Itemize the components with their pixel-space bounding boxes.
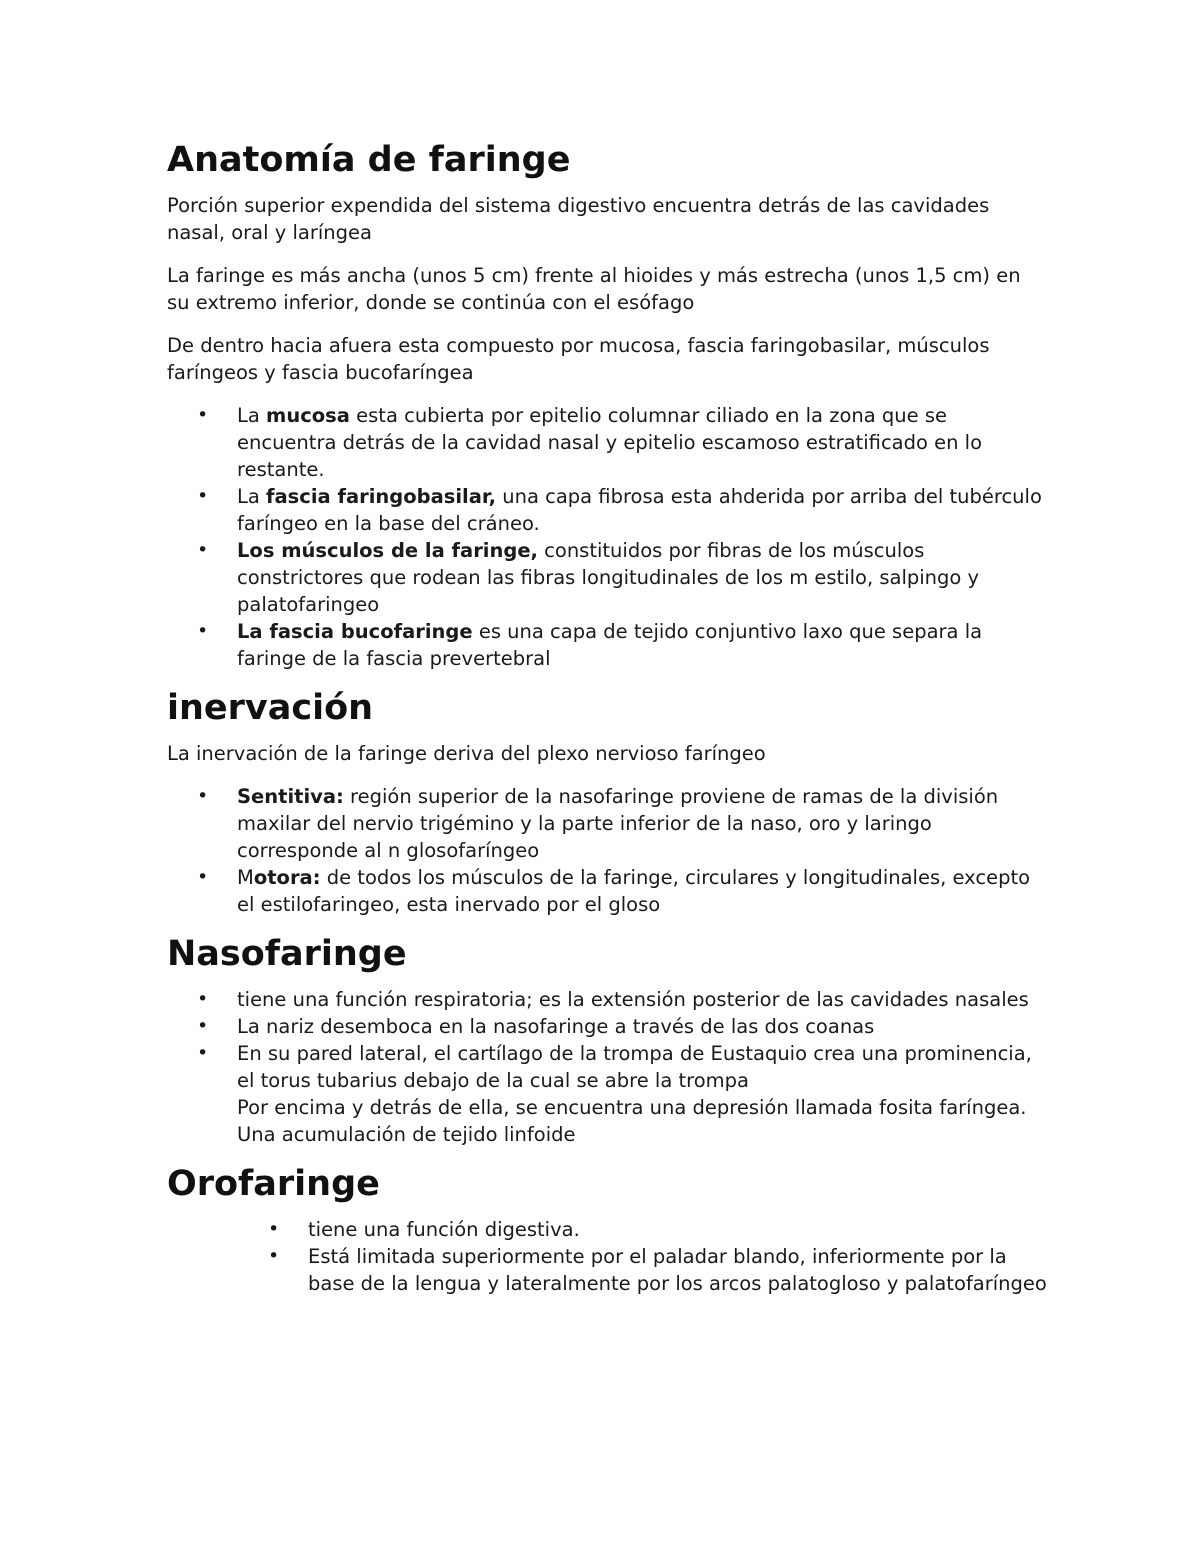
bullet-icon: • [197,539,209,561]
list-item-continuation: Por encima y detrás de ella, se encuentra una depresión llamada fosita faríngea. Una acumulación de tejido linfoide [237,1096,1027,1146]
heading-anatomia: Anatomía de faringe [167,140,571,180]
paragraph-anatomia-3: De dentro hacia afuera esta compuesto por mucosa, fascia faringobasilar, músculos faríngeos y fascia bucofaríngea [167,334,990,384]
list-item: • tiene una función respiratoria; es la extensión posterior de las cavidades nasales [197,988,1029,1011]
paragraph-anatomia-2: La faringe es más ancha (unos 5 cm) frente al hioides y más estrecha (unos 1,5 cm) en su extremo inferior, donde se continúa con el esófago [167,264,1021,314]
term-mucosa: mucosa [266,404,350,427]
bullet-icon: • [197,485,209,507]
list-item: • Motora: de todos los músculos de la faringe, circulares y longitudinales, excepto el estilofaringeo, esta inervado por el gloso [197,866,1031,916]
term-fascia-bucofaringe: La fascia bucofaringe [237,620,473,643]
document-page [167,138,1047,1297]
list-item: • La mucosa esta cubierta por epitelio columnar ciliado en la zona que se encuentra detrás de la cavidad nasal y epitelio escamoso estratificado en lo restante. [197,404,983,481]
paragraph-inervacion-1: La inervación de la faringe deriva del plexo nervioso faríngeo [167,742,766,765]
term-sensitiva: Sentitiva: [237,785,344,808]
bullet-icon: • [197,866,209,888]
list-item: • tiene una función digestiva. [268,1218,580,1241]
list-item: • En su pared lateral, el cartílago de la trompa de Eustaquio crea una prominencia, el torus tubarius debajo de la cual se abre la trompa Por encima y detrás de ella, se encuentra una depresión llamada fosita faríngea. Una acumulación de tejido linfoide [167,1040,1047,1148]
bullet-icon: • [197,404,209,426]
list-item: • La fascia bucofaringe es una capa de tejido conjuntivo laxo que separa la faringe de la fascia prevertebral [197,620,983,670]
bullet-icon: • [197,1015,209,1037]
list-anatomia-layers [167,402,1047,672]
bullet-icon: • [197,785,209,807]
list-inervacion [167,783,1047,918]
heading-nasofaringe: Nasofaringe [167,934,407,974]
paragraph-anatomia-1: Porción superior expendida del sistema digestivo encuentra detrás de las cavidades nasal, oral y laríngea [167,194,990,244]
term-musculos: Los músculos de la faringe, [237,539,538,562]
heading-orofaringe: Orofaringe [167,1164,380,1204]
bullet-icon: • [268,1245,280,1267]
list-nasofaringe [167,986,1047,1148]
term-fascia-faringobasilar: fascia faringobasilar, [266,485,497,508]
list-item: • La fascia faringobasilar, una capa fibrosa esta ahderida por arriba del tubérculo faríngeo en la base del cráneo. [197,485,1042,535]
bullet-icon: • [197,1042,209,1064]
heading-inervacion: inervación [167,688,374,728]
list-orofaringe [167,1216,1047,1297]
bullet-icon: • [268,1218,280,1240]
term-motora: otora: [253,866,321,889]
list-item: • La nariz desemboca en la nasofaringe a través de las dos coanas [197,1015,875,1038]
bullet-icon: • [197,620,209,642]
list-item: • Sentitiva: región superior de la nasofaringe proviene de ramas de la división maxilar del nervio trigémino y la parte inferior de la naso, oro y laringo corresponde al n glosofaríngeo [197,785,999,862]
list-item: • Está limitada superiormente por el paladar blando, inferiormente por la base de la lengua y lateralmente por los arcos palatogloso y palatofaríngeo [268,1245,1047,1295]
bullet-icon: • [197,988,209,1010]
list-item: • Los músculos de la faringe, constituidos por fibras de los músculos constrictores que rodean las fibras longitudinales de los m estilo, salpingo y palatofaringeo [197,539,980,616]
